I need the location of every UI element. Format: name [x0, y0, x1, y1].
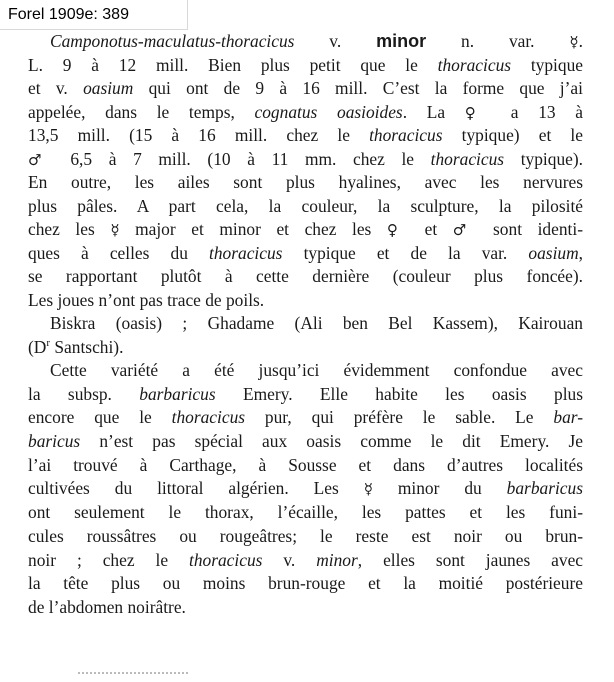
- text-line: [28, 171, 583, 195]
- caste-symbol: ☿: [110, 221, 120, 239]
- page-citation-label: Forel 1909e: 389: [0, 0, 188, 30]
- text-line: [28, 289, 583, 313]
- text-line: [28, 383, 583, 407]
- italic-term: thoracicus: [430, 148, 505, 169]
- text-line: [28, 406, 583, 430]
- text-run: n’est pas spécial aux oasis comme le dit Emery. Je: [80, 431, 583, 452]
- text-run: la tête plus ou moins brun-rouge et la moitié postérieure: [28, 573, 583, 594]
- text-run: 13,5 mill. (15 à 16 mill. chez le: [28, 125, 370, 145]
- text-run: Cette variété a été jusqu’ici évidemment confondue avec: [50, 360, 583, 380]
- caste-symbol: ♂: [28, 150, 54, 169]
- text-run: Biskra (oasis) ; Ghadame (Ali ben Bel Kassem), Kairouan: [50, 313, 583, 333]
- text-line: [28, 454, 583, 478]
- text-run: L. 9 à 12 mill. Bien plus petit que le: [28, 54, 438, 75]
- text-line: [28, 549, 583, 573]
- text-run: encore que le: [28, 407, 172, 428]
- text-run: sont identi-: [477, 219, 583, 239]
- text-line: [28, 525, 583, 549]
- text-run: chez les: [28, 219, 111, 239]
- text-run: Emery. Elle habite les oasis plus: [215, 383, 583, 404]
- text-run: cules roussâtres ou rougeâtres; le reste est noir ou brun-: [28, 525, 583, 546]
- text-run: (D: [28, 336, 47, 357]
- text-run: . La: [402, 101, 465, 122]
- italic-term: oasium: [83, 78, 134, 98]
- text-run: .: [578, 31, 583, 51]
- text-run: pur, qui préfère le sable. Le: [245, 407, 554, 428]
- text-line: [28, 477, 583, 501]
- text-line: [28, 501, 583, 525]
- text-line: [28, 430, 583, 454]
- caste-symbol: ☿: [569, 33, 579, 51]
- text-run: 6,5 à 7 mill. (10 à 11 mm. chez le: [53, 148, 431, 169]
- italic-term: thoracicus: [171, 407, 246, 428]
- text-run: appelée, dans le temps,: [28, 101, 255, 122]
- text-run: et v.: [28, 78, 84, 98]
- paragraph-1: [28, 30, 583, 312]
- text-run: l’ai trouvé à Carthage, à Sousse et dans d’autres localités: [28, 454, 583, 475]
- italic-term: barbaricus: [139, 383, 216, 404]
- text-line: [28, 77, 583, 101]
- caste-symbol: ♀: [386, 221, 410, 239]
- text-run: noir ; chez le: [28, 549, 189, 570]
- italic-term: thoracicus: [369, 125, 443, 145]
- italic-term: minor: [316, 549, 358, 570]
- text-run: typique) et le: [442, 125, 583, 145]
- text-run: typique: [511, 54, 583, 75]
- italic-term: cognatus oasioides: [254, 101, 403, 122]
- paragraph-2: [28, 312, 583, 359]
- text-run: ont seulement le thorax, l’écaille, les pattes et les funi-: [28, 502, 583, 523]
- text-run: cultivées du littoral algérien. Les: [28, 478, 364, 499]
- text-run: v.: [294, 31, 377, 51]
- text-run: plus pâles. A part cela, la couleur, la sculpture, la pilosité: [28, 195, 583, 216]
- next-line-fragment: [78, 672, 188, 678]
- italic-term: bar-: [553, 407, 584, 428]
- caste-symbol: ♀: [464, 103, 492, 122]
- document-page: [28, 30, 583, 620]
- text-run: a 13 à: [491, 101, 583, 122]
- italic-term: Camponotus-maculatus-thoracicus: [50, 31, 295, 51]
- text-run: major et minor et chez les: [119, 219, 387, 239]
- text-run: minor du: [372, 478, 507, 499]
- italic-term: barbaricus: [506, 478, 583, 499]
- text-line: [28, 242, 583, 266]
- text-line: [28, 265, 583, 289]
- text-run: et: [409, 219, 453, 239]
- text-run: ,: [578, 242, 584, 263]
- text-line: [28, 30, 583, 54]
- text-line: [28, 195, 583, 219]
- italic-term: baricus: [28, 431, 81, 452]
- bold-term: minor: [376, 31, 427, 51]
- italic-term: thoracicus: [189, 549, 263, 570]
- text-run: n. var.: [426, 31, 570, 51]
- text-run: Santschi).: [50, 336, 124, 357]
- italic-term: thoracicus: [437, 54, 512, 75]
- text-line: [28, 148, 583, 172]
- text-run: la subsp.: [28, 383, 140, 404]
- paragraph-3: [28, 359, 583, 620]
- text-run: En outre, les ailes sont plus hyalines, avec les nervures: [28, 172, 583, 192]
- text-run: se rapportant plutôt à cette dernière (couleur plus foncée).: [28, 266, 583, 286]
- text-run: Les joues n’ont pas trace de poils.: [28, 289, 265, 310]
- italic-term: thoracicus: [209, 242, 283, 263]
- italic-term: oasium: [528, 242, 579, 263]
- text-line: [28, 336, 583, 360]
- text-run: ques à celles du: [28, 242, 210, 263]
- text-run: , elles sont jaunes avec: [357, 549, 584, 570]
- text-line: [28, 218, 583, 242]
- text-run: typique et de la var.: [282, 242, 529, 263]
- text-line: [28, 359, 583, 383]
- text-line: [28, 124, 583, 148]
- text-line: [28, 54, 583, 78]
- text-run: de l’abdomen noirâtre.: [28, 596, 186, 617]
- superscript: r: [46, 336, 51, 349]
- text-line: [28, 596, 583, 620]
- text-run: qui ont de 9 à 16 mill. C’est la forme que j’ai: [133, 78, 583, 98]
- text-run: v.: [262, 549, 317, 570]
- caste-symbol: ☿: [363, 480, 373, 499]
- text-line: [28, 312, 583, 336]
- text-line: [28, 572, 583, 596]
- text-run: typique).: [504, 148, 583, 169]
- caste-symbol: ♂: [452, 221, 478, 239]
- text-line: [28, 101, 583, 125]
